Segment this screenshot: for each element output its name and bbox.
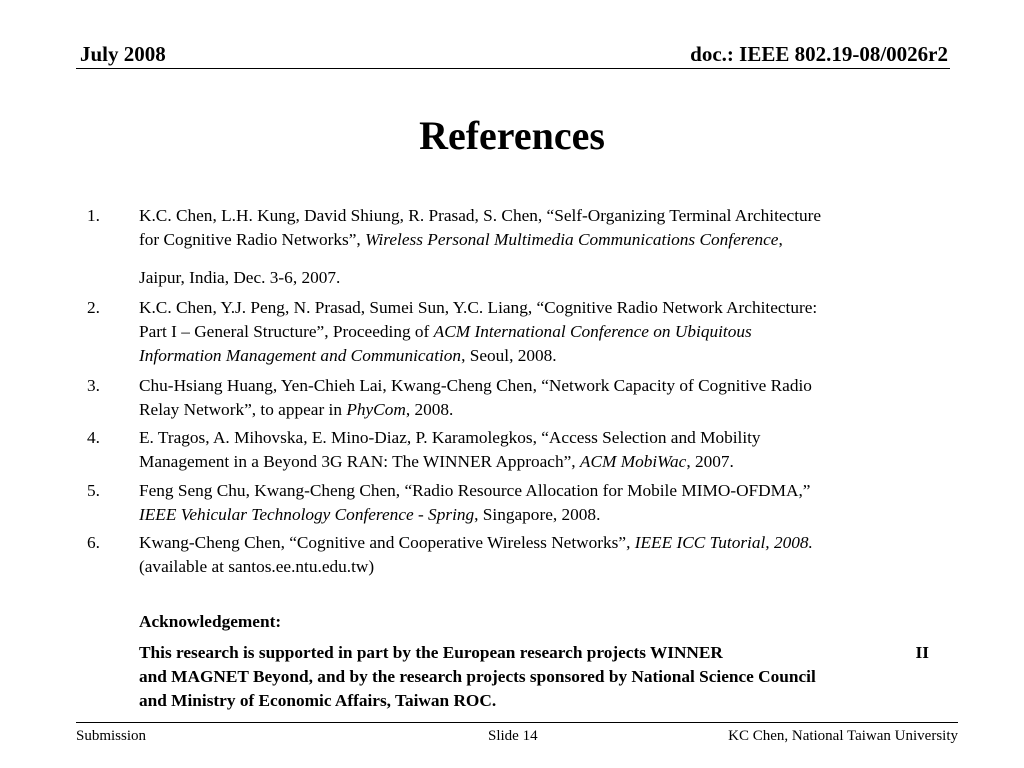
reference-segment: Management in a Beyond 3G RAN: The WINNER Approach”,	[139, 452, 580, 471]
acknowledgement-heading: Acknowledgement:	[139, 612, 282, 631]
slide-title: References	[419, 113, 605, 158]
reference-line	[139, 555, 932, 579]
reference-item	[87, 296, 932, 368]
reference-line	[139, 228, 932, 252]
reference-segment: Kwang-Cheng Chen, “Cognitive and Cooperative Wireless Networks”,	[139, 533, 635, 552]
reference-venue: PhyCom	[346, 400, 406, 419]
reference-line	[139, 344, 932, 368]
reference-segment: Feng Seng Chu, Kwang-Cheng Chen, “Radio Resource Allocation for Mobile MIMO-OFDMA,”	[139, 481, 811, 500]
reference-venue: ACM MobiWac	[579, 452, 687, 471]
header-doc-id: doc.: IEEE 802.19-08/0026r2	[690, 42, 948, 66]
reference-segment: Relay Network”, to appear in	[139, 400, 347, 419]
acknowledgement-segment: and Ministry of Economic Affairs, Taiwan ROC.	[139, 691, 497, 710]
reference-segment: (available at santos.ee.ntu.edu.tw)	[139, 557, 375, 576]
footer-submission: Submission	[76, 728, 147, 744]
reference-text	[139, 204, 932, 290]
reference-number: 1.	[87, 206, 100, 225]
reference-venue: Wireless Personal Multimedia Communications Conference	[365, 230, 779, 249]
reference-number: 5.	[87, 481, 100, 500]
reference-line	[139, 320, 932, 344]
reference-item	[87, 531, 932, 579]
acknowledgement-segment: II	[915, 643, 929, 662]
acknowledgement-segment: This research is supported in part by the European research projects WINNER	[139, 643, 723, 662]
acknowledgement-line	[139, 641, 929, 665]
acknowledgement-segment: and MAGNET Beyond, and by the research projects sponsored by National Science Council	[139, 667, 816, 686]
reference-venue: IEEE ICC Tutorial, 2008.	[634, 533, 813, 552]
reference-line	[139, 296, 932, 320]
reference-number: 4.	[87, 428, 100, 447]
reference-venue: Information Management and Communication	[139, 346, 462, 365]
reference-line	[139, 266, 932, 290]
reference-segment: Part I – General Structure”, Proceeding of	[139, 322, 434, 341]
acknowledgement-body	[139, 641, 929, 713]
reference-text	[139, 426, 932, 474]
reference-segment: K.C. Chen, Y.J. Peng, N. Prasad, Sumei Sun, Y.C. Liang, “Cognitive Radio Network Architecture:	[139, 298, 818, 317]
reference-line	[139, 450, 932, 474]
reference-text	[139, 479, 932, 527]
reference-text	[139, 531, 932, 579]
reference-segment: K.C. Chen, L.H. Kung, David Shiung, R. Prasad, S. Chen, “Self-Organizing Terminal Architecture	[139, 206, 822, 225]
reference-venue: ACM International Conference on Ubiquitous	[433, 322, 752, 341]
reference-text	[139, 374, 932, 422]
reference-venue: IEEE Vehicular Technology Conference - Spring	[139, 505, 475, 524]
reference-number: 3.	[87, 376, 100, 395]
footer-author: KC Chen, National Taiwan University	[728, 728, 958, 744]
reference-line	[139, 204, 932, 228]
reference-text	[139, 296, 932, 368]
reference-segment: for Cognitive Radio Networks”,	[139, 230, 366, 249]
reference-segment: , Singapore, 2008.	[474, 505, 601, 524]
reference-segment: E. Tragos, A. Mihovska, E. Mino-Diaz, P. Karamolegkos, “Access Selection and Mobility	[139, 428, 761, 447]
reference-segment: , 2008.	[405, 400, 454, 419]
reference-item	[87, 374, 932, 422]
reference-line	[139, 503, 932, 527]
reference-line	[139, 374, 932, 398]
reference-number: 2.	[87, 298, 100, 317]
reference-line	[139, 531, 932, 555]
footer-rule	[76, 722, 958, 723]
reference-item	[87, 426, 932, 474]
reference-line	[139, 479, 932, 503]
reference-number: 6.	[87, 533, 100, 552]
acknowledgement-line	[139, 665, 929, 689]
reference-segment: Chu-Hsiang Huang, Yen-Chieh Lai, Kwang-Cheng Chen, “Network Capacity of Cognitive Radio	[139, 376, 812, 395]
reference-segment: ,	[778, 230, 783, 249]
header-rule	[76, 68, 950, 69]
reference-segment: , Seoul, 2008.	[461, 346, 557, 365]
footer-slide-number: Slide 14	[488, 728, 538, 744]
reference-segment: , 2007.	[686, 452, 734, 471]
reference-item	[87, 204, 932, 290]
reference-segment: Jaipur, India, Dec. 3-6, 2007.	[139, 268, 341, 287]
reference-line	[139, 426, 932, 450]
reference-line	[139, 398, 932, 422]
header-date: July 2008	[80, 42, 166, 66]
acknowledgement-line	[139, 689, 929, 713]
reference-item	[87, 479, 932, 527]
